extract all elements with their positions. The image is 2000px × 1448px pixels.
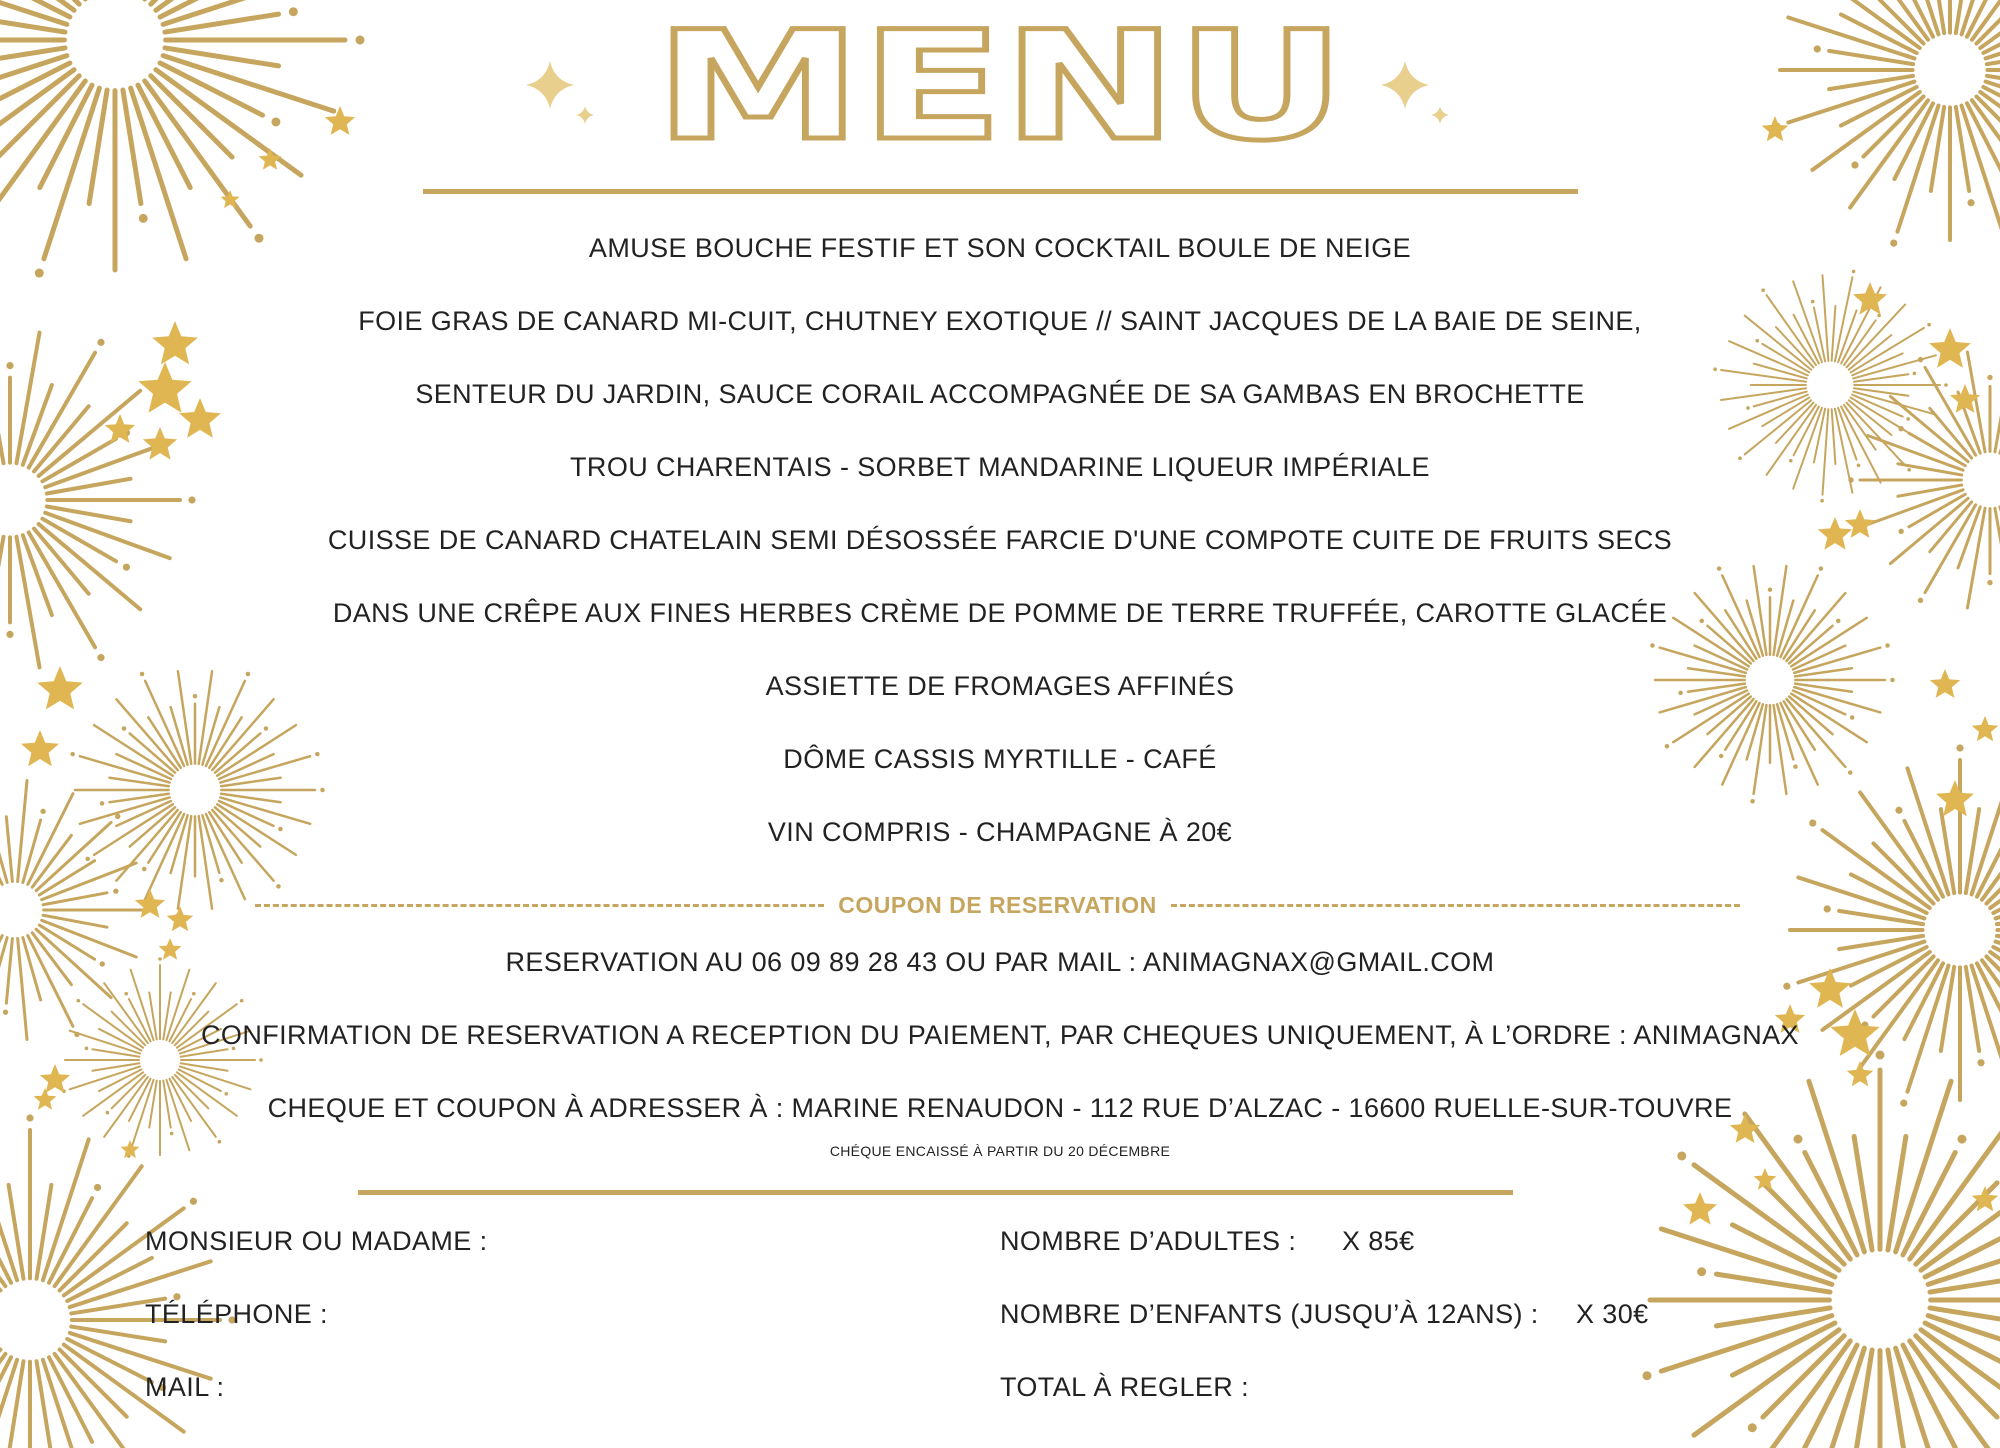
sparkle-icon — [1381, 61, 1429, 109]
menu-item-fromages: ASSIETTE DE FROMAGES AFFINÉS — [765, 671, 1235, 701]
star-icon — [167, 906, 194, 931]
menu-item-amuse-bouche: AMUSE BOUCHE FESTIF ET SON COCKTAIL BOULE DE NEIGE — [588, 233, 1412, 263]
sparkle-icon — [576, 106, 594, 124]
coupon-separator — [255, 890, 1740, 920]
sparkle-icon — [1431, 106, 1449, 124]
cheque-note: CHÉQUE ENCAISSÉ À PARTIR DU 20 DÉCEMBRE — [829, 1143, 1171, 1159]
reservation-address: CHEQUE ET COUPON À ADRESSER À : MARINE RENAUDON - 112 RUE D’ALZAC - 16600 RUELLE-SUR-TOUVRE — [267, 1093, 1733, 1123]
menu-item-vin: VIN COMPRIS - CHAMPAGNE À 20€ — [767, 817, 1233, 847]
menu-item-entree-line2: SENTEUR DU JARDIN, SAUCE CORAIL ACCOMPAGNÉE DE SA GAMBAS EN BROCHETTE — [415, 379, 1585, 409]
phone-label: TÉLÉPHONE : — [145, 1299, 328, 1329]
reservation-contact: RESERVATION AU 06 09 89 28 43 OU PAR MAIL : ANIMAGNAX@GMAIL.COM — [505, 947, 1495, 977]
menu-title — [640, 20, 1360, 160]
coupon-label: COUPON DE RESERVATION — [838, 891, 1157, 918]
name-label: MONSIEUR OU MADAME : — [145, 1226, 488, 1256]
total-label: TOTAL À REGLER : — [1000, 1372, 1249, 1402]
firework-burst-icon — [70, 671, 324, 918]
star-icon — [1847, 1061, 1874, 1086]
menu-item-entree-line1: FOIE GRAS DE CANARD MI-CUIT, CHUTNEY EXOTIQUE // SAINT JACQUES DE LA BAIE DE SEINE, — [358, 306, 1642, 336]
menu-item-dessert: DÔME CASSIS MYRTILLE - CAFÉ — [783, 744, 1217, 774]
firework-burst-icon — [1773, 0, 2000, 247]
menu-title-text: MENU — [655, 20, 1345, 160]
form-divider — [358, 1190, 1513, 1195]
children-price: X 30€ — [1576, 1299, 1649, 1329]
menu-item-plat-line2: DANS UNE CRÊPE AUX FINES HERBES CRÈME DE POMME DE TERRE TRUFFÉE, CAROTTE GLACÉE — [332, 598, 1668, 628]
reservation-confirmation: CONFIRMATION DE RESERVATION A RECEPTION DU PAIEMENT, PAR CHEQUES UNIQUEMENT, À L’ORDRE : ANIMAGNAX — [201, 1020, 1799, 1050]
sparkle-icon — [526, 61, 574, 109]
adults-price: X 85€ — [1342, 1226, 1415, 1256]
star-icon — [40, 1064, 70, 1093]
menu-item-trou-charentais: TROU CHARENTAIS - SORBET MANDARINE LIQUEUR IMPÉRIALE — [570, 452, 1430, 482]
mail-label: MAIL : — [145, 1372, 225, 1402]
coupon-dash-right — [1171, 904, 1740, 907]
title-divider — [423, 189, 1578, 194]
star-icon — [1683, 1192, 1717, 1225]
coupon-dash-left — [255, 904, 824, 907]
star-icon — [259, 148, 282, 170]
adults-label: NOMBRE D’ADULTES : — [1000, 1226, 1297, 1256]
star-icon — [1762, 116, 1789, 141]
menu-item-plat-line1: CUISSE DE CANARD CHATELAIN SEMI DÉSOSSÉE FARCIE D'UNE COMPOTE CUITE DE FRUITS SECS — [327, 525, 1673, 555]
star-icon — [1972, 716, 1999, 741]
children-label: NOMBRE D’ENFANTS (JUSQU’À 12ANS) : — [1000, 1299, 1539, 1329]
firework-burst-icon — [62, 957, 263, 1158]
star-icon — [135, 889, 165, 918]
